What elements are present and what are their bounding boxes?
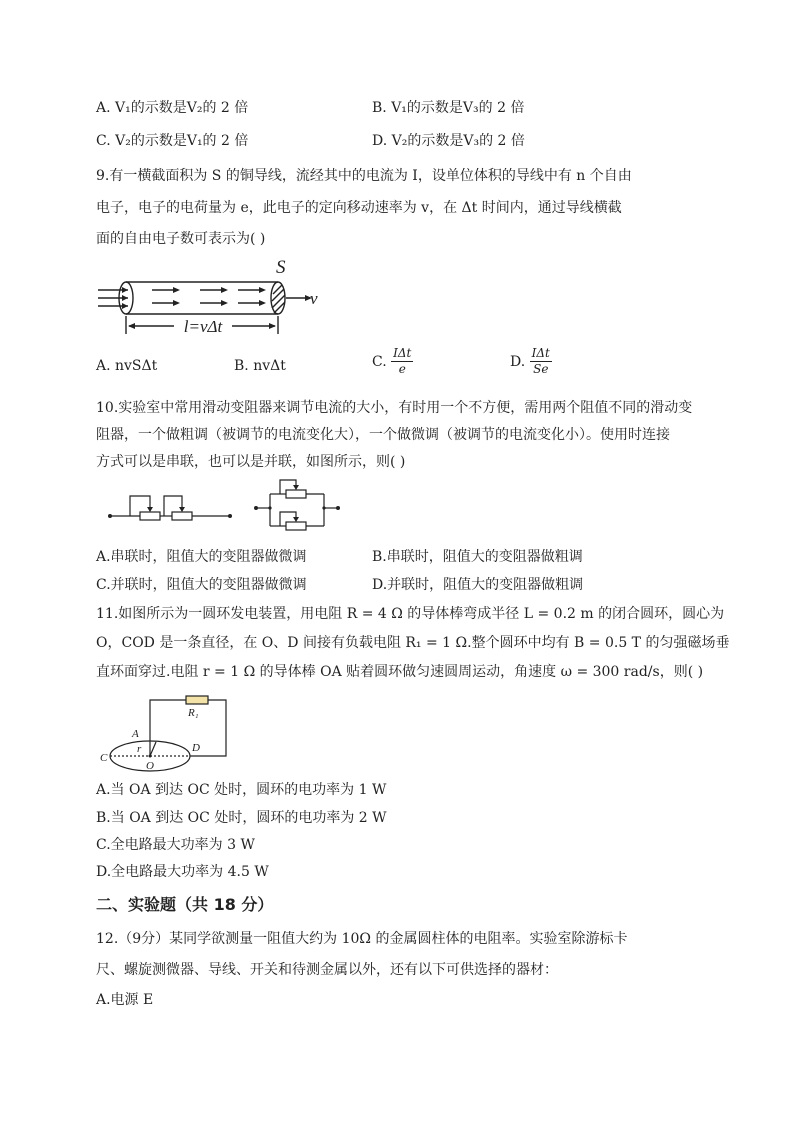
q11-r1-label: R₁	[188, 707, 199, 719]
q9-option-c-fraction	[391, 346, 413, 377]
q11-line-1: 11.如图所示为一圆环发电装置，用电阻 R = 4 Ω 的导体棒弯成半径 L = 0.2 m 的闭合圆环，圆心为	[96, 606, 725, 622]
q10-line-2: 阻器，一个做粗调（被调节的电流变化大），一个做微调（被调节的电流变化小）。使用时连接	[96, 427, 670, 443]
q9-option-d-fraction	[530, 346, 552, 377]
q9-option-a: A. nvSΔt	[96, 358, 158, 374]
q9-option-d-numerator: IΔt	[531, 346, 550, 360]
q9-option-c-denominator: e	[398, 362, 406, 376]
q10-option-c: C.并联时，阻值大的变阻器做微调	[96, 577, 307, 593]
q9-v-label: v	[310, 289, 318, 308]
q10-line-3: 方式可以是串联，也可以是并联，如图所示，则( )	[96, 454, 406, 470]
q10-option-d: D.并联时，阻值大的变阻器做粗调	[372, 577, 584, 593]
q10-parallel-circuit	[252, 476, 342, 542]
q12-line-3: A.电源 E	[96, 992, 154, 1008]
q12-line-1: 12.（9分）某同学欲测量一阻值大约为 10Ω 的金属圆柱体的电阻率。实验室除游标卡	[96, 931, 628, 947]
section-heading: 二、实验题（共 18 分）	[96, 895, 274, 914]
q10-series-circuit	[106, 484, 234, 528]
q11-line-2: O，COD 是一条直径，在 O、D 间接有负载电阻 R₁ = 1 Ω.整个圆环中均有 B = 0.5 T 的匀强磁场垂	[96, 635, 730, 651]
q9-wire-figure	[96, 256, 336, 340]
q11-a-label: A	[132, 728, 139, 740]
q8-option-a: A. V₁的示数是V₂的 2 倍	[96, 100, 249, 116]
q11-d-label: D	[192, 742, 200, 754]
q9-line-3: 面的自由电子数可表示为( )	[96, 231, 266, 247]
q9-line-1: 9.有一横截面积为 S 的铜导线，流经其中的电流为 I，设单位体积的导线中有 n 个自由	[96, 168, 632, 184]
q9-option-c-numerator: IΔt	[393, 346, 412, 360]
q9-s-label: S	[276, 257, 286, 278]
q9-option-d-label: D.	[510, 353, 526, 370]
q10-option-b: B.串联时，阻值大的变阻器做粗调	[372, 549, 583, 565]
q11-o-label: O	[146, 760, 154, 772]
q8-option-b: B. V₁的示数是V₃的 2 倍	[372, 100, 525, 116]
q8-option-d: D. V₂的示数是V₃的 2 倍	[372, 133, 525, 149]
q11-line-3: 直环面穿过.电阻 r = 1 Ω 的导体棒 OA 贴着圆环做匀速圆周运动，角速度 ω = 300 rad/s，则( )	[96, 664, 704, 680]
q9-length-label: l=vΔt	[183, 317, 223, 336]
q11-option-b: B.当 OA 到达 OC 处时，圆环的电功率为 2 W	[96, 810, 387, 826]
q9-option-c	[372, 346, 413, 377]
q9-option-b: B. nvΔt	[234, 358, 286, 374]
q11-c-label: C	[100, 752, 108, 764]
q10-line-1: 10.实验室中常用滑动变阻器来调节电流的大小，有时用一个不方便，需用两个阻值不同的滑动变	[96, 400, 693, 416]
q10-option-a: A.串联时，阻值大的变阻器做微调	[96, 549, 307, 565]
q8-option-c: C. V₂的示数是V₁的 2 倍	[96, 133, 249, 149]
q11-r-label: r	[137, 743, 142, 755]
q9-option-d	[510, 346, 552, 377]
q9-option-d-denominator: Se	[533, 362, 549, 376]
q12-line-2: 尺、螺旋测微器、导线、开关和待测金属以外，还有以下可供选择的器材：	[96, 962, 558, 978]
q11-option-a: A.当 OA 到达 OC 处时，圆环的电功率为 1 W	[96, 782, 387, 798]
q9-line-2: 电子，电子的电荷量为 e，此电子的定向移动速率为 v，在 Δt 时间内，通过导线横截	[96, 200, 622, 216]
q11-option-c: C.全电路最大功率为 3 W	[96, 837, 255, 853]
q9-option-c-label: C.	[372, 353, 387, 370]
q11-option-d: D.全电路最大功率为 4.5 W	[96, 864, 269, 880]
q11-ring-circuit	[96, 694, 236, 774]
